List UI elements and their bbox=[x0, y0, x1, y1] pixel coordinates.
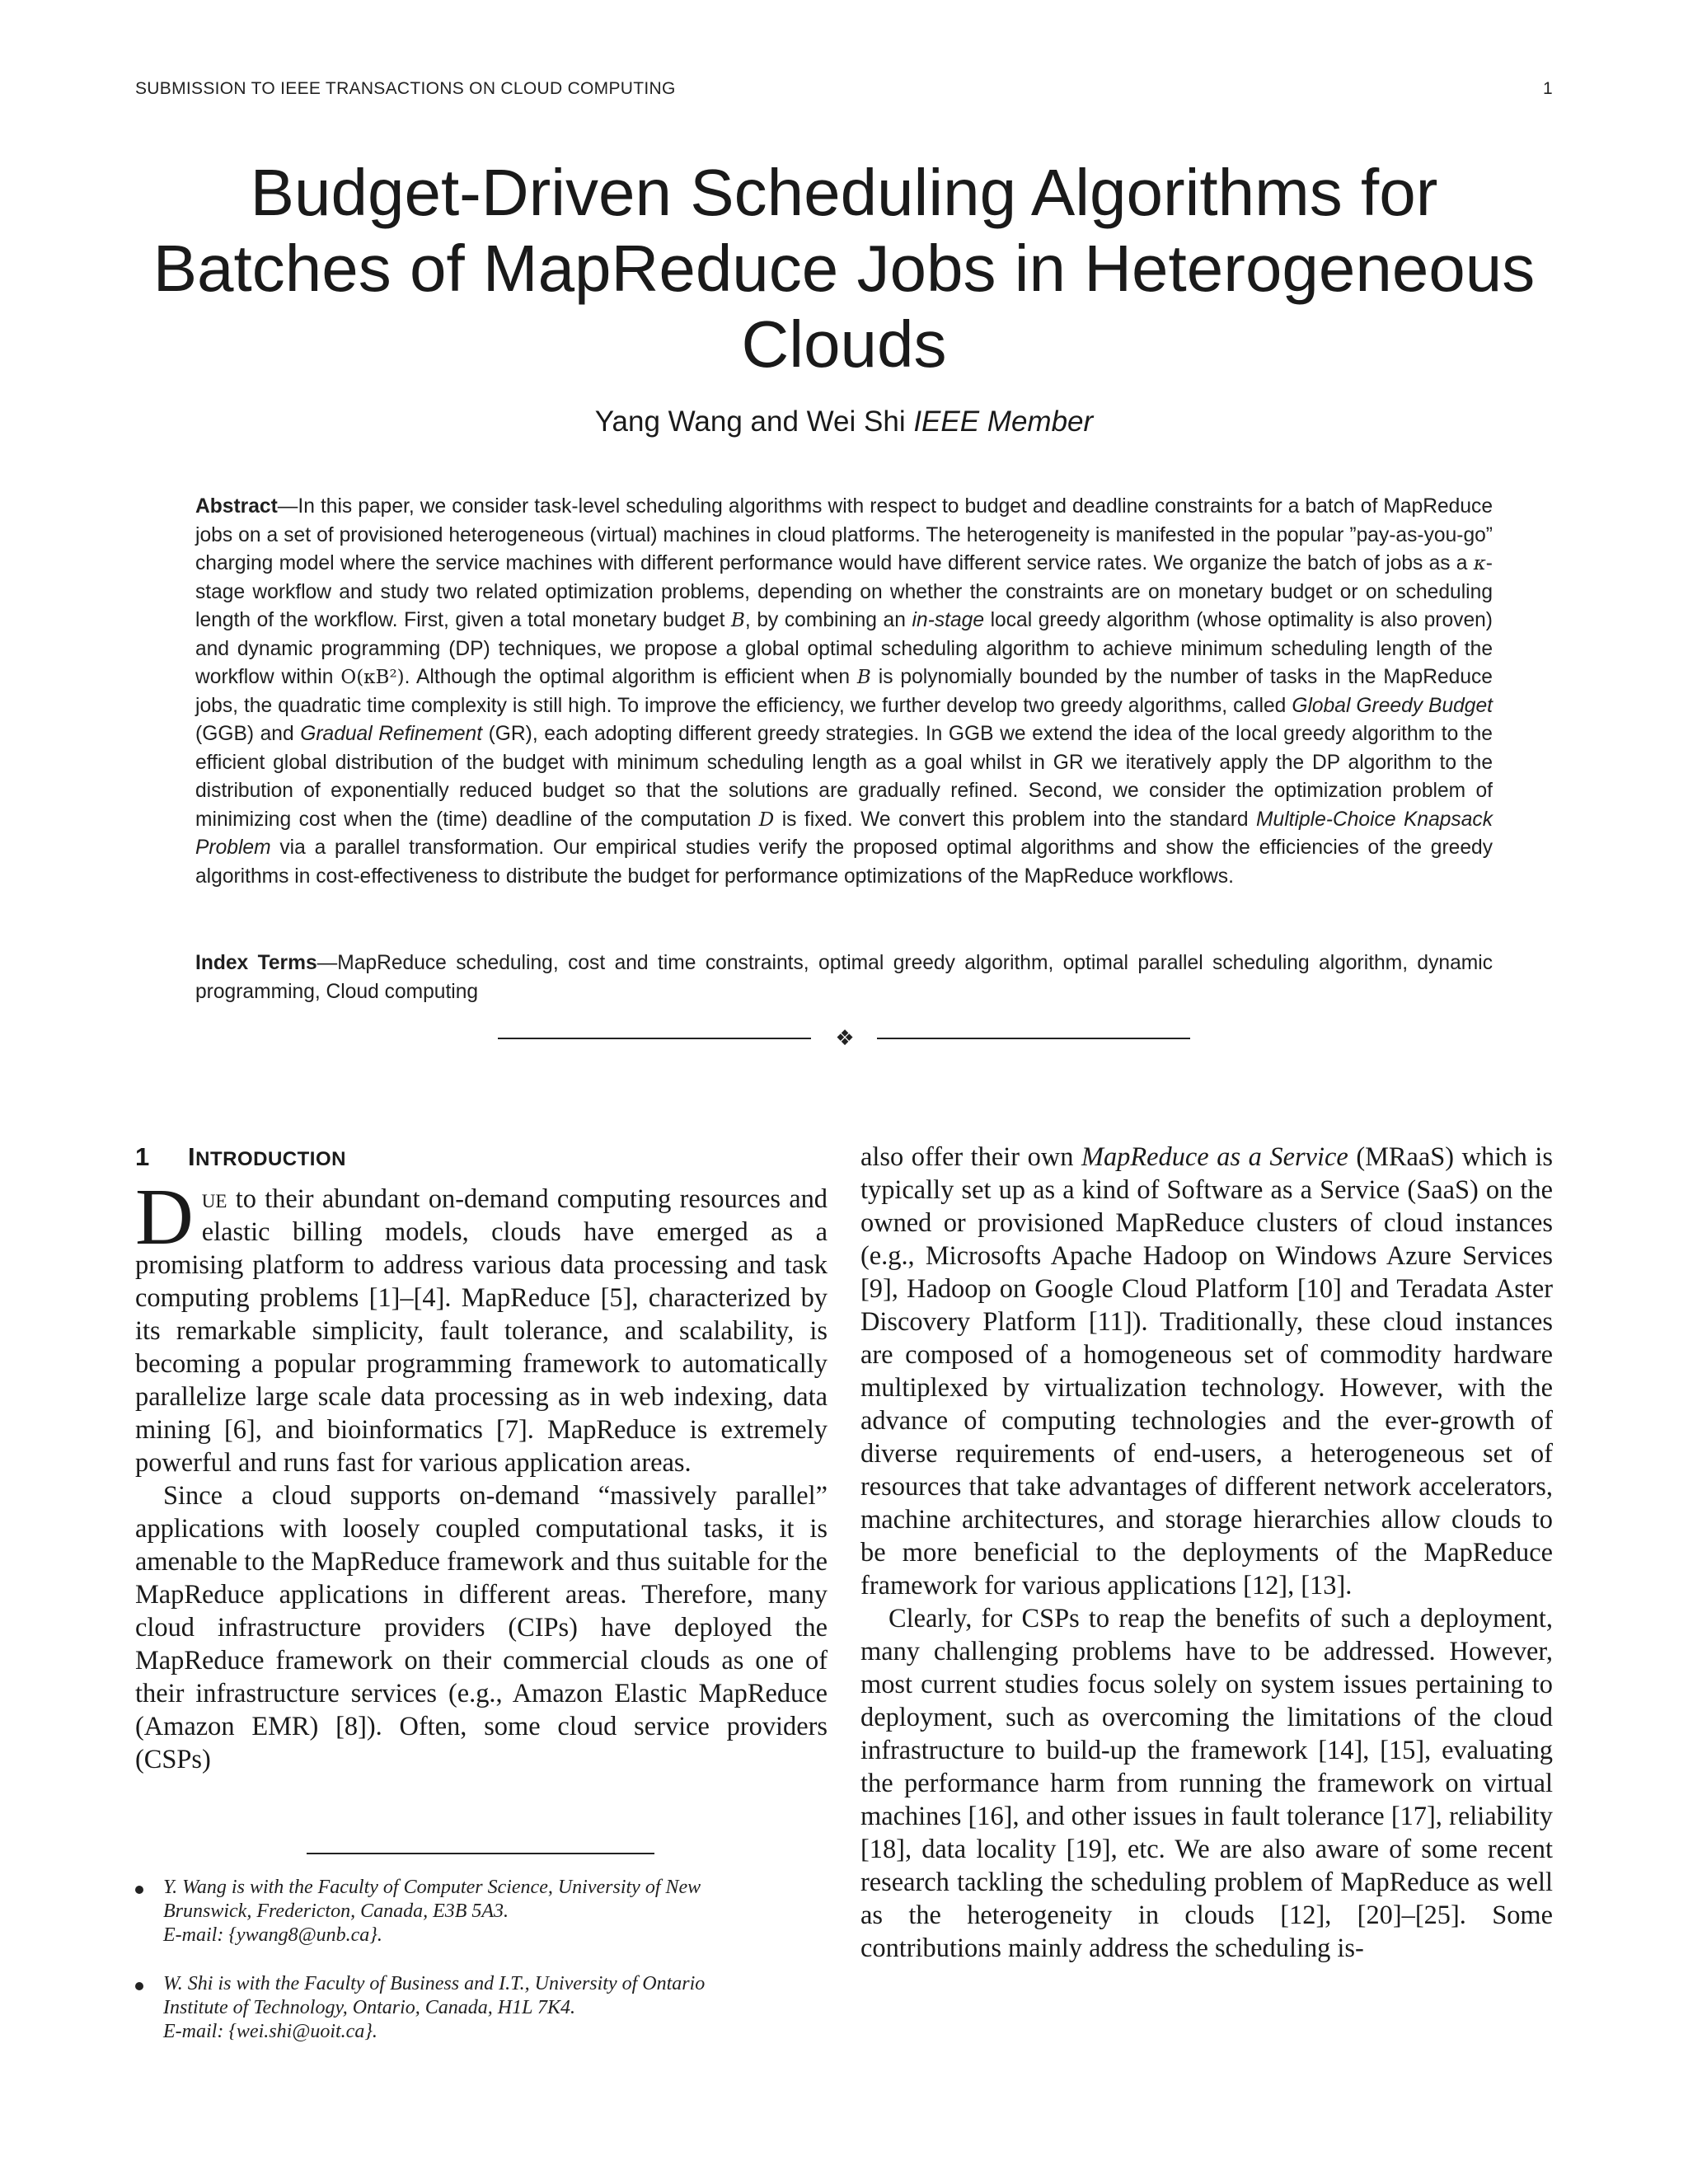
right-column bbox=[860, 1141, 1553, 1965]
abstract-text: (GR), each adopting different greedy strategies. In GGB we extend the idea of the local greedy algorithm to the efficient global distribution of the budget with minimum scheduling length as a goal whilst in GR we iteratively apply the DP algorithm to the distribution of exponentially reduced budget so that the solutions are gradually refined. Second, we consider the optimization problem of minimizing cost when the (time) deadline of the computation bbox=[195, 723, 1493, 831]
paragraph bbox=[135, 1173, 828, 1479]
index-terms-dash: — bbox=[316, 952, 338, 974]
footnote-line: Institute of Technology, Ontario, Canada, H1L 7K4. bbox=[163, 1997, 576, 2018]
abstract-text: -stage workflow and study two related optimization problems, depending on whether the constraints are on monetary budget or on scheduling length of the workflow. First, given a total monetary budget bbox=[195, 552, 1493, 631]
paragraph-text: also offer their own bbox=[860, 1142, 1081, 1172]
index-terms-label: Index Terms bbox=[195, 952, 317, 974]
footnote-line: Brunswick, Fredericton, Canada, E3B 5A3. bbox=[163, 1900, 509, 1922]
lead-word: ue bbox=[201, 1184, 227, 1214]
abstract-text: is fixed. We convert this problem into the standard bbox=[774, 808, 1257, 831]
abstract-emphasis: Gradual Refinement bbox=[300, 723, 483, 745]
math-complexity: O(κB²) bbox=[340, 667, 405, 688]
footnote-rule bbox=[307, 1853, 654, 1854]
index-terms bbox=[195, 949, 1493, 1006]
footnote-line: W. Shi is with the Faculty of Business and I.T., University of Ontario bbox=[163, 1973, 706, 1994]
footnote-author-1 bbox=[135, 1876, 828, 1947]
section-divider bbox=[498, 1027, 1190, 1050]
abstract-text: In this paper, we consider task-level scheduling algorithms with respect to budget and deadline constraints for a batch of MapReduce jobs on a set of provisioned heterogeneous (virtual) machines in cloud platforms. The heterogeneity is manifested in the popular ”pay-as-you-go” charging model where the service machines with different performance would have different service rates. We organize the batch of jobs as a bbox=[195, 495, 1493, 574]
emphasis: MapReduce as a Service bbox=[1081, 1142, 1348, 1172]
paragraph-text: (MRaaS) which is typically set up as a kind of Software as a Service (SaaS) on the owned or provisioned MapReduce clusters of cloud instances (e.g., Microsofts Apache Hadoop on Windows Azure Services [9], Hadoop on Google Cloud Platform [10] and Teradata Aster Discovery Platform [11]). Traditionally, these cloud instances are composed of a homogeneous set of commodity hardware multiplexed by virtualization technology. However, with the advance of computing technologies and the ever-growth of diverse requirements of end-users, a heterogeneous set of resources that take advantages of different network accelerators, machine architectures, and storage hierarchies allow clouds to be more beneficial to the deployments of the MapReduce framework for various applications [12], [13]. bbox=[860, 1142, 1553, 1601]
paper-title bbox=[82, 155, 1606, 382]
abstract-text: via a parallel transformation. Our empirical studies verify the proposed optimal algorithms and show the efficiencies of the greedy algorithms in cost-effectiveness to distribute the budget for performance optimizations of the MapReduce workflows. bbox=[195, 837, 1493, 888]
section-title: NTRODUCTION bbox=[195, 1148, 346, 1170]
running-head bbox=[135, 79, 1553, 99]
author-names: Yang Wang and Wei Shi bbox=[594, 405, 906, 438]
abstract-text: (GGB) and bbox=[195, 723, 301, 745]
bullet-icon bbox=[135, 1982, 143, 1990]
abstract-text: . Although the optimal algorithm is efficient when bbox=[404, 666, 857, 688]
footnote-author-2 bbox=[135, 1972, 828, 2044]
divider-rule bbox=[877, 1038, 1190, 1039]
section-title-initial: I bbox=[188, 1142, 196, 1171]
paragraph: Clearly, for CSPs to reap the benefits of such a deployment, many challenging problems have to be addressed. However, most current studies focus solely on system issues pertaining to deployment, such as overcoming the limitations of the cloud infrastructure to build-up the framework [14], [15], evaluating the performance harm from running the framework on virtual machines [16], and other issues in fault tolerance [17], reliability [18], data locality [19], etc. We are also aware of some recent research tackling the scheduling problem of MapReduce as well as the heterogeneity in clouds [12], [20]–[25]. Some contributions mainly address the scheduling is- bbox=[860, 1604, 1553, 1963]
footnote-line: Y. Wang is with the Faculty of Computer Science, University of New bbox=[163, 1877, 701, 1898]
math-deadline: D bbox=[758, 808, 775, 831]
title-line: Budget-Driven Scheduling Algorithms for bbox=[250, 156, 1438, 229]
abstract-text: is polynomially bounded by the number of tasks in the MapReduce jobs, the quadratic time complexity is still high. To improve the efficiency, we further develop two greedy algorithms, called bbox=[195, 666, 1493, 717]
drop-cap: D bbox=[135, 1173, 194, 1262]
author-membership: IEEE Member bbox=[913, 405, 1094, 438]
abstract-emphasis: Multiple-Choice Knapsack Problem bbox=[195, 808, 1493, 859]
math-budget: B bbox=[856, 667, 871, 688]
left-column bbox=[135, 1141, 828, 1776]
paragraph bbox=[860, 1141, 1553, 1602]
section-heading bbox=[135, 1141, 828, 1176]
title-line: Clouds bbox=[741, 307, 947, 381]
abstract bbox=[195, 493, 1493, 891]
abstract-dash: — bbox=[277, 495, 298, 518]
abstract-emphasis: Global Greedy Budget bbox=[1292, 694, 1493, 717]
footnotes bbox=[135, 1876, 828, 2069]
bullet-icon bbox=[135, 1886, 143, 1894]
footnote-email: E-mail: {ywang8@unb.ca}. bbox=[163, 1924, 382, 1946]
ornament-icon: ❖ bbox=[835, 1026, 855, 1051]
divider-rule bbox=[498, 1038, 811, 1039]
paragraph: Since a cloud supports on-demand “massively parallel” applications with loosely coupled computational tasks, it is amenable to the MapReduce framework and thus suitable for the MapReduce applications in different areas. Therefore, many cloud infrastructure providers (CIPs) have deployed the MapReduce framework on their commercial clouds as one of their infrastructure services (e.g., Amazon Elastic MapReduce (Amazon EMR) [8]). Often, some cloud service providers (CSPs) bbox=[135, 1481, 828, 1774]
page-number: 1 bbox=[1543, 79, 1553, 98]
paragraph-text: to their abundant on-demand computing resources and elastic billing models, clouds have emerged as a promising platform to address various data processing and task computing problems [1]–[4]. MapReduce [5], characterized by its remarkable simplicity, fault tolerance, and scalability, is becoming a popular programming framework to automatically parallelize large scale data processing as in web indexing, data mining [6], and bioinformatics [7]. MapReduce is extremely powerful and runs fast for various application areas. bbox=[135, 1184, 828, 1478]
abstract-label: Abstract bbox=[195, 495, 278, 518]
abstract-text: , by combining an bbox=[744, 609, 912, 631]
index-terms-text: MapReduce scheduling, cost and time constraints, optimal greedy algorithm, optimal parallel scheduling algorithm, dynamic programming, Cloud computing bbox=[195, 952, 1493, 1003]
title-line: Batches of MapReduce Jobs in Heterogeneous bbox=[152, 232, 1536, 305]
journal-name: SUBMISSION TO IEEE TRANSACTIONS ON CLOUD COMPUTING bbox=[135, 79, 676, 98]
math-budget: B bbox=[731, 610, 745, 631]
footnote-email: E-mail: {wei.shi@uoit.ca}. bbox=[163, 2021, 377, 2042]
author-line bbox=[0, 405, 1688, 438]
abstract-emphasis: in-stage bbox=[912, 609, 984, 631]
abstract-text: local greedy algorithm (whose optimality is also proven) and dynamic programming (DP) techniques, we propose a global optimal scheduling algorithm to achieve minimum scheduling length of the workflow within bbox=[195, 609, 1493, 688]
math-kappa: κ bbox=[1473, 553, 1486, 574]
section-number: 1 bbox=[135, 1142, 150, 1171]
